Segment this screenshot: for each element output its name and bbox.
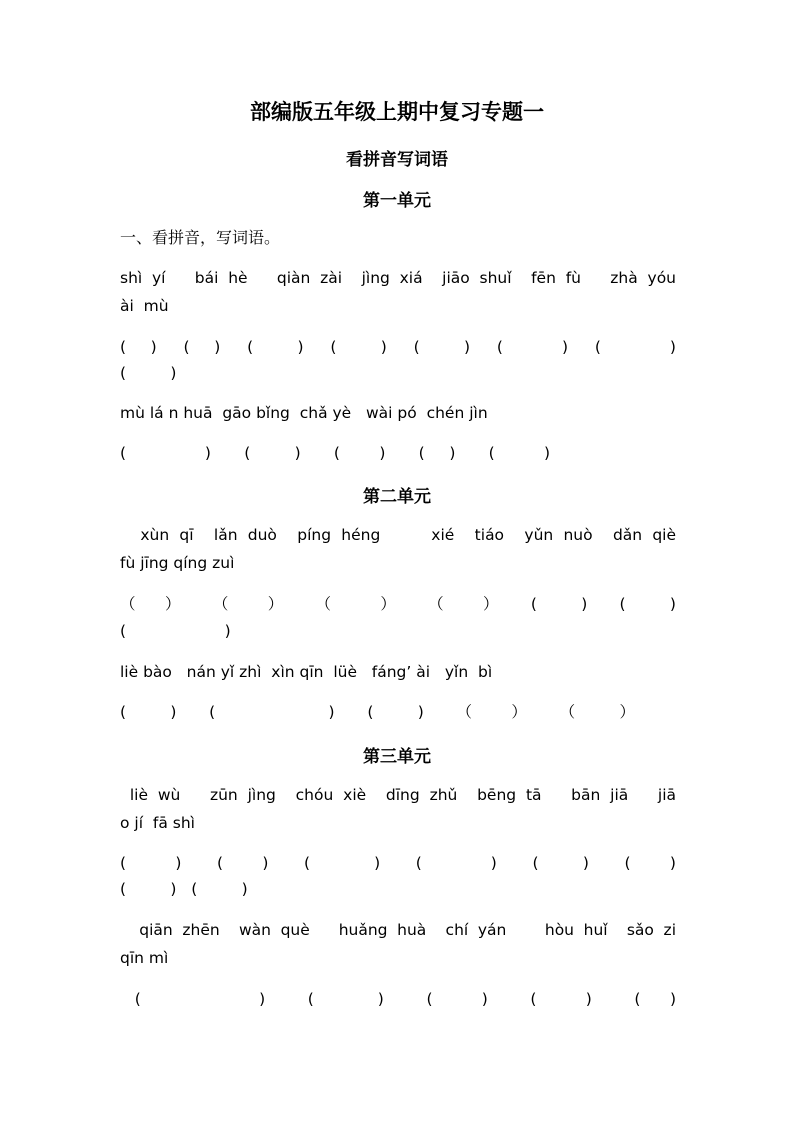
unit-3-answer-row-1 (120, 853, 676, 873)
unit-3-pinyin-row-1: liè wù zūn jìng chóu xiè dīng zhǔ bēng tā bān jiā jiā (120, 786, 676, 804)
answer-blank[interactable]: ( ) (120, 990, 266, 1008)
answer-blank[interactable]: ( ) (216, 854, 269, 872)
answer-blank[interactable]: ( ) (594, 338, 676, 356)
unit-2-heading: 第二单元 (363, 487, 431, 507)
instruction: 一、看拼音，写词语。 (120, 228, 281, 247)
unit-2-pinyin-row-2: liè bào nán yǐ zhì xìn qīn lüè fáng’ ài yǐn bì (120, 663, 493, 681)
answer-blank[interactable]: ( ) (330, 338, 387, 356)
page-subtitle: 看拼音写词语 (346, 150, 448, 170)
answer-blank[interactable]: （ ） (559, 703, 635, 721)
unit-1-pinyin-row-2: mù lá n huā gāo bǐng chǎ yè wài pó chén jìn (120, 404, 488, 422)
answer-blank[interactable]: ( ) (120, 703, 177, 721)
answer-blank[interactable]: ( ) (120, 854, 182, 872)
unit-3-heading: 第三单元 (363, 747, 431, 767)
answer-blank[interactable]: ( ) (183, 338, 221, 356)
page-title: 部编版五年级上期中复习专题一 (250, 99, 544, 124)
answer-blank[interactable]: （ ） (456, 703, 527, 721)
unit-1-pinyin-row-1-cont: ài mù (120, 297, 169, 315)
unit-2-answer-row-1 (120, 594, 676, 614)
unit-1-pinyin-row-1: shì yí bái hè qiàn zài jìng xiá jiāo shuǐ fēn fù zhà yóu (120, 269, 676, 287)
answer-blank[interactable]: ( ) (530, 990, 592, 1008)
answer-blank[interactable]: ( ) (532, 854, 589, 872)
answer-blank[interactable]: ( ) (247, 338, 304, 356)
unit-2-answer-row-1-cont[interactable]: ( ) (120, 622, 231, 640)
answer-blank[interactable]: （ ） (212, 595, 284, 613)
answer-blank[interactable]: ( ) (496, 338, 569, 356)
unit-1-answer-row-2 (120, 443, 550, 463)
answer-blank[interactable]: （ ） (315, 595, 396, 613)
answer-blank[interactable]: ( ) (367, 703, 424, 721)
unit-2-pinyin-row-1-cont: fù jīng qíng zuì (120, 554, 235, 572)
answer-blank[interactable]: ( ) (530, 595, 588, 613)
answer-blank[interactable]: ( ) (304, 854, 381, 872)
answer-blank[interactable]: （ ） (120, 595, 181, 613)
answer-blank[interactable]: ( ) (624, 854, 676, 872)
unit-1-heading: 第一单元 (363, 191, 431, 211)
answer-blank[interactable]: ( ) (209, 703, 335, 721)
answer-blank[interactable]: ( ) (120, 338, 157, 356)
answer-blank[interactable]: ( ) (244, 444, 301, 462)
answer-blank[interactable]: ( ) (418, 444, 456, 462)
answer-blank[interactable]: ( ) (120, 444, 211, 462)
unit-3-answer-row-2 (120, 989, 676, 1009)
answer-blank[interactable]: ( ) (307, 990, 384, 1008)
unit-1-answer-row-1-cont[interactable]: ( ) (120, 364, 177, 382)
answer-blank[interactable]: ( ) (415, 854, 497, 872)
unit-1-answer-row-1 (120, 337, 676, 357)
unit-3-pinyin-row-2: qiān zhēn wàn què huǎng huà chí yán hòu huǐ sǎo zi (120, 921, 676, 939)
unit-3-pinyin-row-1-cont: o jí fā shì (120, 814, 195, 832)
unit-2-answer-row-2 (120, 702, 635, 722)
unit-3-pinyin-row-2-cont: qīn mì (120, 949, 169, 967)
answer-blank[interactable]: ( ) (634, 990, 676, 1008)
unit-2-pinyin-row-1: xùn qī lǎn duò píng héng xié tiáo yǔn nuò dǎn qiè (120, 526, 676, 544)
unit-3-answer-row-1-cont[interactable]: ( ) ( ) (120, 880, 248, 898)
answer-blank[interactable]: ( ) (619, 595, 676, 613)
answer-blank[interactable]: ( ) (426, 990, 488, 1008)
answer-blank[interactable]: （ ） (428, 595, 499, 613)
answer-blank[interactable]: ( ) (413, 338, 471, 356)
answer-blank[interactable]: ( ) (333, 444, 386, 462)
answer-blank[interactable]: ( ) (488, 444, 550, 462)
